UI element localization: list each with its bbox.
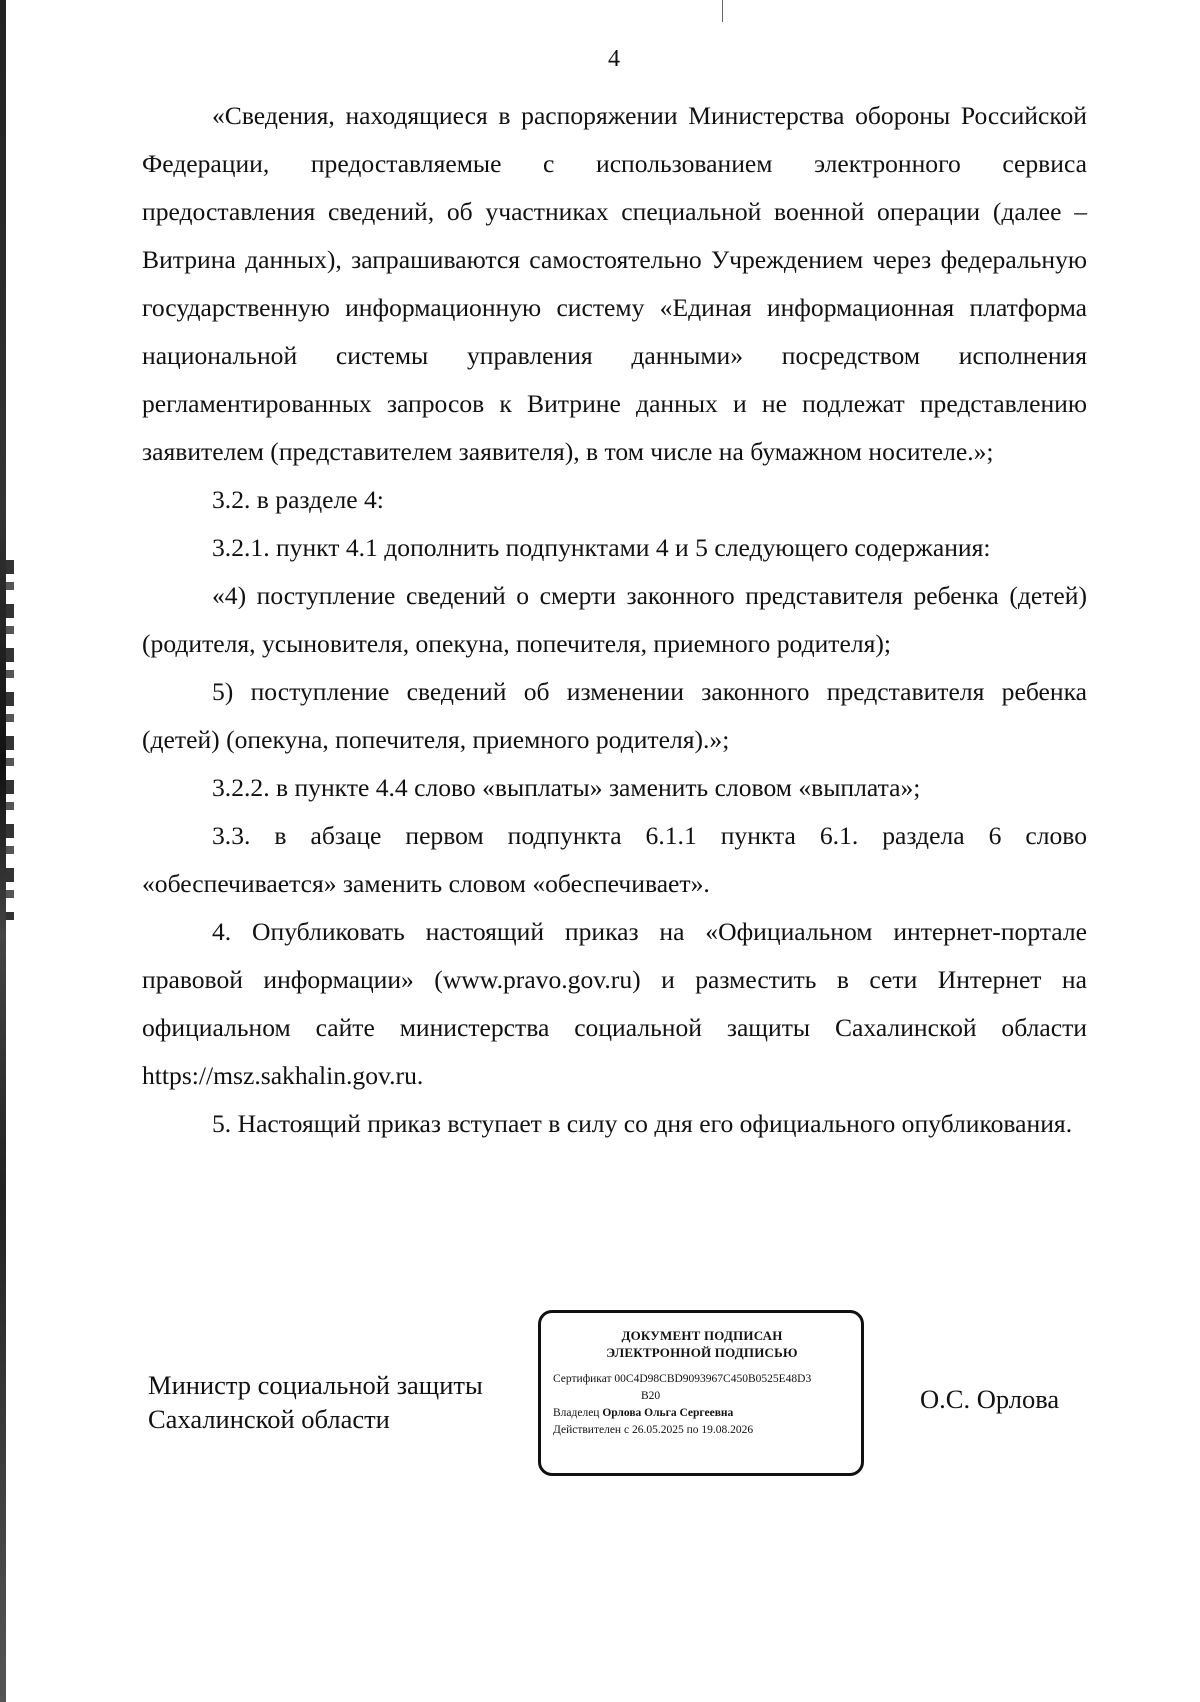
stamp-cert-value: 00C4D98CBD9093967C450B0525E48D3 xyxy=(614,1373,812,1385)
signature-block xyxy=(0,1310,1200,1490)
paragraph-5-effective: 5. Настоящий приказ вступает в силу со дня его официального опубликования. xyxy=(212,1109,1073,1138)
stamp-title xyxy=(553,1327,851,1361)
paragraph-3-2-1: 3.2.1. пункт 4.1 дополнить подпунктами 4 и 5 следующего содержания: xyxy=(212,533,991,562)
electronic-signature-stamp xyxy=(538,1310,864,1476)
paragraph-3-2: 3.2. в разделе 4: xyxy=(212,485,384,514)
stamp-owner xyxy=(553,1405,851,1422)
stamp-owner-label: Владелец xyxy=(553,1407,600,1419)
paragraph-3-3: 3.3. в абзаце первом подпункта 6.1.1 пункта 6.1. раздела 6 слово «обеспечивается» заменить словом «обеспечивает». xyxy=(142,821,1087,898)
stamp-cert-value-cont: B20 xyxy=(641,1390,661,1402)
paragraph-3-2-2: 3.2.2. в пункте 4.4 слово «выплаты» заменить словом «выплата»; xyxy=(212,773,921,802)
fold-line xyxy=(722,0,723,22)
signer-title-line2: Сахалинской области xyxy=(148,1404,390,1434)
stamp-title-line1: ДОКУМЕНТ ПОДПИСАН xyxy=(621,1328,783,1343)
signer-title-line1: Министр социальной защиты xyxy=(148,1370,483,1400)
signer-title xyxy=(148,1368,483,1436)
signer-name: О.С. Орлова xyxy=(920,1384,1060,1414)
document-body xyxy=(142,92,1087,1148)
stamp-cert-label: Сертификат xyxy=(553,1373,612,1385)
paragraph-vitrina: «Сведения, находящиеся в распоряжении Министерства обороны Российской Федерации, предоставляемые с использованием электронного сервиса предоставления сведений, об участниках специальной военной операции (далее – Витрина данных), запрашиваются самостоятельно Учреждением через федеральную государственную информационную систему «Единая информационная платформа национальной системы управления данными» посредством исполнения регламентированных запросов к Витрине данных и не подлежат представлению заявителем (представителем заявителя), в том числе на бумажном носителе.»; xyxy=(142,101,1087,466)
stamp-owner-value: Орлова Ольга Сергеевна xyxy=(602,1407,734,1419)
paragraph-4-publish: 4. Опубликовать настоящий приказ на «Официальном интернет-портале правовой информации» (www.pravo.gov.ru) и разместить в сети Интернет на официальном сайте министерства социальной защиты Сахалинской области https://msz.sakhalin.gov.ru. xyxy=(142,917,1087,1090)
paragraph-subitem-4: «4) поступление сведений о смерти законного представителя ребенка (детей) (родителя, усыновителя, опекуна, попечителя, приемного родителя); xyxy=(142,581,1087,658)
scan-artifact xyxy=(6,560,14,920)
stamp-certificate xyxy=(553,1371,851,1388)
stamp-title-line2: ЭЛЕКТРОННОЙ ПОДПИСЬЮ xyxy=(606,1345,798,1360)
page-number: 4 xyxy=(608,46,620,72)
paragraph-subitem-5: 5) поступление сведений об изменении законного представителя ребенка (детей) (опекуна, попечителя, приемного родителя).»; xyxy=(142,677,1087,754)
stamp-validity: Действителен с 26.05.2025 по 19.08.2026 xyxy=(553,1424,754,1436)
